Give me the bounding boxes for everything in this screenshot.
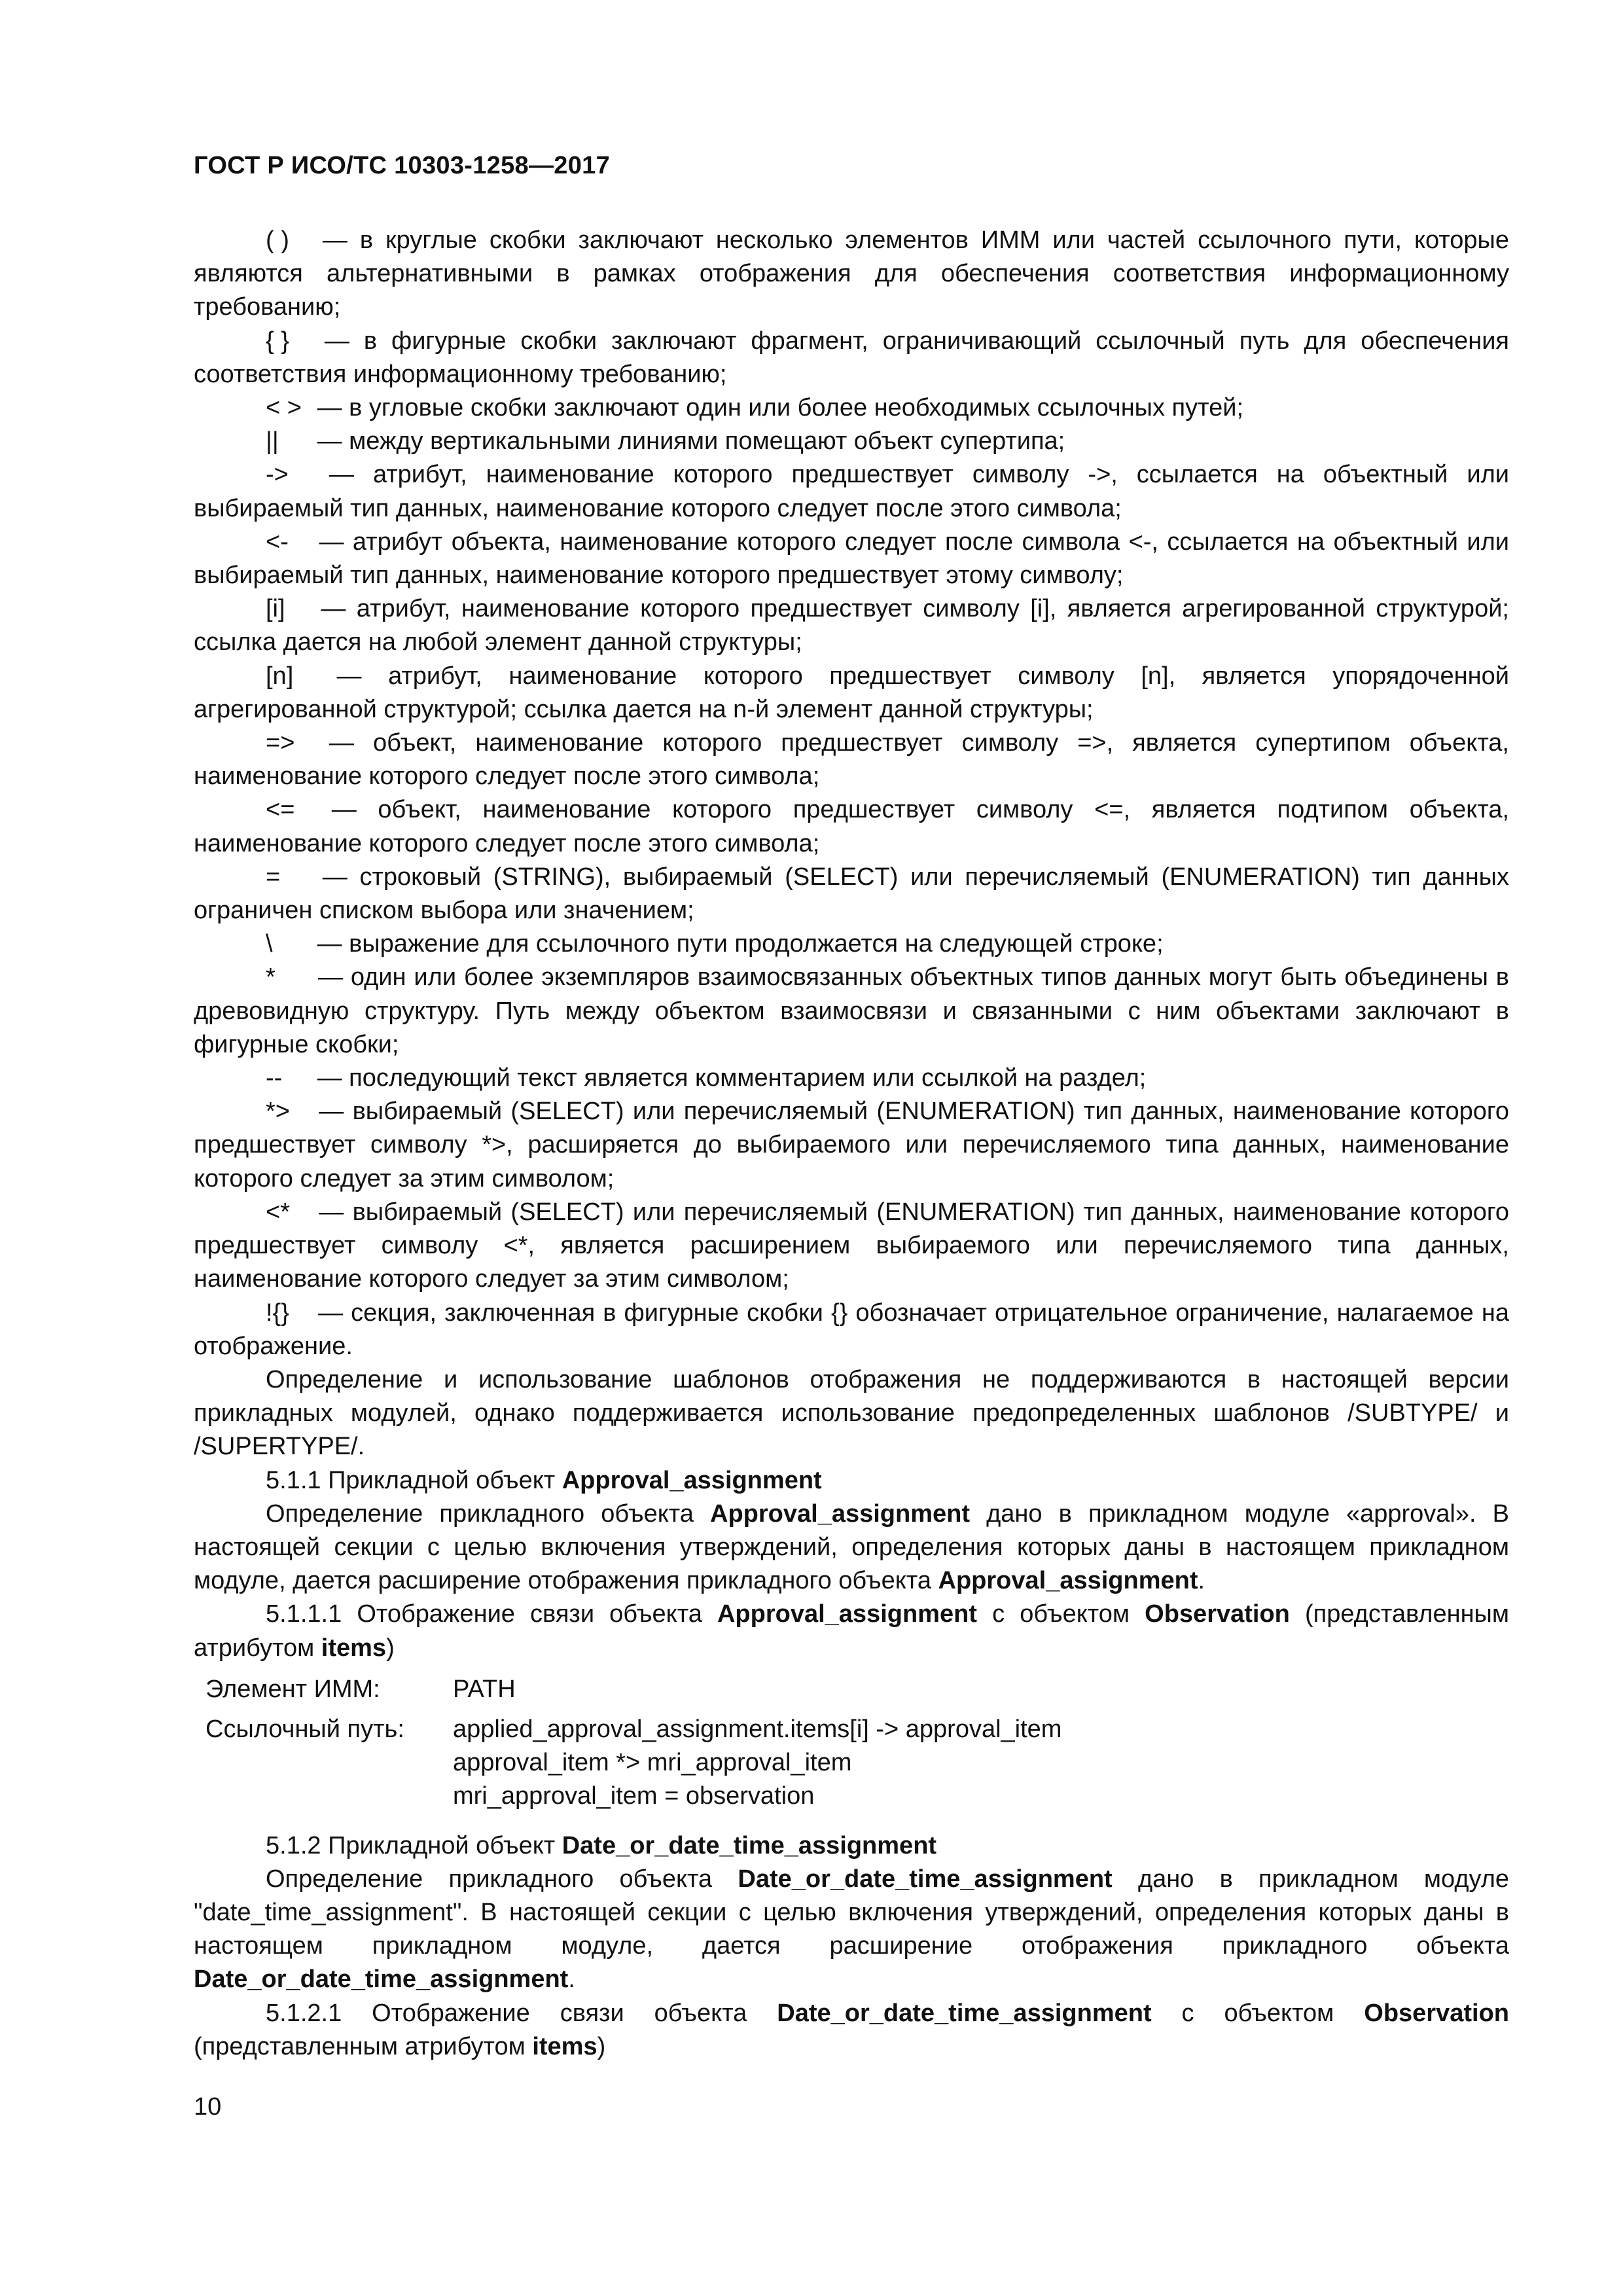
legend-item (194, 1297, 1509, 1363)
legend-item (194, 961, 1509, 1062)
page-number: 10 (194, 2093, 222, 2121)
legend-item (194, 391, 1509, 425)
heading-text: с объектом (1151, 1999, 1364, 2027)
document-header: ГОСТ Р ИСО/ТС 10303-1258—2017 (194, 152, 610, 179)
heading-text: 5.1.2 Прикладной объект (266, 1831, 562, 1859)
legend-item (194, 325, 1509, 391)
paragraph-text: Определение прикладного объекта (266, 1865, 738, 1893)
legend-item (194, 793, 1509, 860)
legend-symbol: \ (266, 930, 273, 958)
legend-text: — выбираемый (SELECT) или перечисляемый (ENUMERATION) тип данных, наименование которого предшествует символу *>, расширяется до выбираемого или перечисляемого типа данных, наименование которого следует за этим символом; (194, 1098, 1510, 1193)
section-5-1-2-1-heading (194, 1997, 1509, 2064)
mim-element-label: Элемент ИММ: (205, 1675, 380, 1703)
legend-symbol: <* (266, 1198, 290, 1226)
entity-name: Approval_assignment (562, 1466, 822, 1494)
legend-item (194, 861, 1509, 927)
entity-name: Approval_assignment (710, 1499, 971, 1528)
legend-text: — атрибут объекта, наименование которого следует после символа <-, ссылается на объектный или выбираемый тип данных, наименование которого предшествует этому символу; (194, 528, 1510, 590)
paragraph-text: дано в прикладном модуле "date_time_assignment". В настоящей секции с целью включения утверждений, определения которых даны в настоящем прикладном модуле, дается расширение отображения прикладного объекта (194, 1865, 1510, 1960)
legend-item (194, 592, 1509, 659)
legend-symbol: { } (266, 327, 289, 355)
legend-text: — между вертикальными линиями помещают объект супертипа; (317, 427, 1065, 456)
reference-path-row (194, 1713, 1061, 1814)
entity-name: Date_or_date_time_assignment (562, 1831, 937, 1859)
legend-symbol: <- (266, 528, 289, 556)
paragraph-text: Определение прикладного объекта (266, 1499, 711, 1528)
legend-text: — секция, заключенная в фигурные скобки {} обозначает отрицательное ограничение, налагаемое на отображение. (194, 1299, 1509, 1360)
legend-item (194, 660, 1509, 726)
legend-item (194, 927, 1509, 961)
legend-symbol: <= (266, 796, 295, 824)
mim-element-value: PATH (453, 1675, 516, 1703)
paragraph-text: дано в прикладном модуле «approval». В настоящей секции с целью включения утверждений, определения которых даны в настоящем прикладном модуле, дается расширение отображения прикладного объекта (194, 1499, 1509, 1595)
heading-text: 5.1.1.1 Отображение связи объекта (266, 1600, 717, 1628)
legend-symbol: < > (266, 394, 302, 422)
legend-text: — в фигурные скобки заключают фрагмент, ограничивающий ссылочный путь для обеспечения соответствия информационному требованию; (194, 327, 1509, 388)
mim-element-row (194, 1673, 1061, 1713)
section-5-1-2-heading (194, 1829, 1509, 1863)
legend-symbol: -- (266, 1064, 283, 1092)
legend-symbol: [n] (266, 662, 294, 690)
legend-text: — объект, наименование которого предшествует символу =>, является супертипом объекта, наименование которого следует после этого символа; (194, 729, 1509, 791)
legend-symbol: ( ) (266, 226, 289, 254)
section-5-1-1-paragraph (194, 1498, 1509, 1598)
attribute-name: items (321, 1634, 387, 1662)
legend-text: — последующий текст является комментарием или ссылкой на раздел; (317, 1064, 1147, 1092)
legend-item (194, 726, 1509, 793)
legend-symbol: * (266, 963, 276, 992)
templates-note: Определение и использование шаблонов отображения не поддерживаются в настоящей версии прикладных модулей, однако поддерживается использование предопределенных шаблонов /SUBTYPE/ и /SUPERTYPE/. (194, 1365, 1509, 1461)
legend-item (194, 1062, 1509, 1095)
entity-name: Date_or_date_time_assignment (738, 1865, 1113, 1893)
legend-text: — атрибут, наименование которого предшествует символу [n], является упорядоченной агрегированной структурой; ссылка дается на n-й элемент данной структуры; (194, 662, 1510, 723)
legend-item (194, 1095, 1509, 1196)
entity-name: Approval_assignment (938, 1567, 1198, 1595)
legend-symbol: *> (266, 1098, 290, 1126)
heading-text: (представленным атрибутом (194, 1600, 1509, 1662)
paragraph-text: . (1198, 1567, 1205, 1595)
entity-name: Observation (1145, 1600, 1290, 1628)
legend-item (194, 425, 1509, 458)
legend-text: — объект, наименование которого предшествует символу <=, является подтипом объекта, наименование которого следует после этого символа; (194, 796, 1510, 857)
section-5-1-1-1-heading (194, 1598, 1509, 1664)
legend-symbol: !{} (266, 1299, 289, 1327)
reference-path-label: Ссылочный путь: (205, 1715, 404, 1743)
legend-text: — один или более экземпляров взаимосвязанных объектных типов данных могут быть объединены в древовидную структуру. Путь между объектом взаимосвязи и связанными с ним объектами заключают в фигурные скобки; (194, 963, 1509, 1058)
legend-item (194, 1196, 1509, 1297)
heading-text: 5.1.2.1 Отображение связи объекта (266, 1999, 777, 2027)
heading-text: 5.1.1 Прикладной объект (266, 1466, 562, 1494)
legend-symbol: [i] (266, 595, 285, 623)
entity-name: Approval_assignment (717, 1600, 977, 1628)
reference-path-line: approval_item *> mri_approval_item (453, 1749, 852, 1777)
reference-path-line: mri_approval_item = observation (453, 1782, 815, 1810)
legend-symbol: => (266, 729, 295, 757)
heading-text: ) (597, 2032, 606, 2060)
reference-path-value (453, 1713, 1061, 1814)
heading-text: ) (386, 1634, 395, 1662)
mapping-table (194, 1673, 1061, 1814)
legend-text: — в круглые скобки заключают несколько элементов ИММ или частей ссылочного пути, которые являются альтернативными в рамках отображения для обеспечения соответствия информационному требованию; (194, 226, 1509, 321)
legend-text: — строковый (STRING), выбираемый (SELECT) или перечисляемый (ENUMERATION) тип данных ограничен списком выбора или значением; (194, 863, 1509, 925)
heading-text: с объектом (976, 1600, 1145, 1628)
legend-text: — выбираемый (SELECT) или перечисляемый (ENUMERATION) тип данных, наименование которого предшествует символу <*, является расширением выбираемого или перечисляемого типа данных, наименование которого следует за этим символом; (194, 1198, 1510, 1293)
section-5-1-1-heading (194, 1464, 1509, 1498)
legend-text: — атрибут, наименование которого предшествует символу [i], является агрегированной структурой; ссылка дается на любой элемент данной структуры; (194, 595, 1509, 656)
legend-text: — атрибут, наименование которого предшествует символу ->, ссылается на объектный или выбираемый тип данных, наименование которого следует после этого символа; (194, 461, 1510, 522)
attribute-name: items (532, 2032, 597, 2060)
entity-name: Observation (1364, 1999, 1509, 2027)
legend-symbol: = (266, 863, 281, 891)
section-5-1-2-paragraph (194, 1863, 1509, 1997)
legend-symbol: || (266, 427, 279, 456)
paragraph-text: . (568, 1965, 575, 1994)
legend-item (194, 526, 1509, 592)
entity-name: Date_or_date_time_assignment (777, 1999, 1152, 2027)
heading-text: (представленным атрибутом (194, 2032, 533, 2060)
legend-item (194, 458, 1509, 525)
legend-item (194, 224, 1509, 325)
document-body (194, 224, 1509, 2064)
legend-symbol: -> (266, 461, 289, 489)
legend-text: — в угловые скобки заключают один или более необходимых ссылочных путей; (317, 394, 1244, 422)
entity-name: Date_or_date_time_assignment (194, 1965, 569, 1994)
legend-list (194, 224, 1509, 1363)
legend-text: — выражение для ссылочного пути продолжается на следующей строке; (317, 930, 1164, 958)
reference-path-line: applied_approval_assignment.items[i] -> approval_item (453, 1715, 1062, 1743)
